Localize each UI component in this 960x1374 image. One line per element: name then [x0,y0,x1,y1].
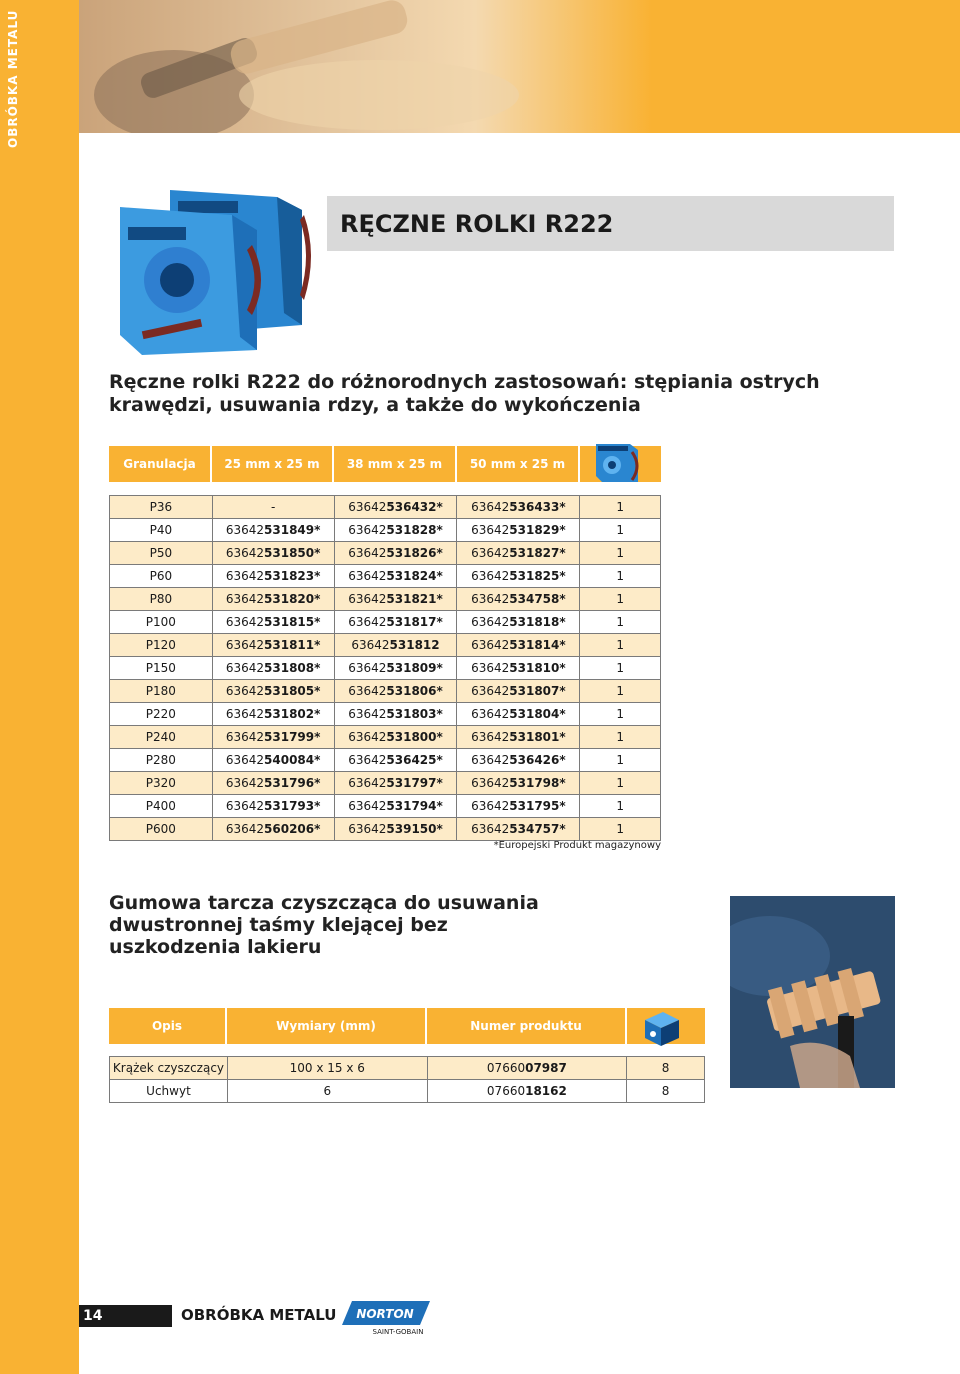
table1-body [109,495,661,841]
pack-qty-cell: 1 [580,795,661,818]
hero-photo [79,0,960,133]
product-code-cell: 63642560206* [212,818,334,841]
header-38mm: 38 mm x 25 m [334,446,457,482]
table-row [110,542,661,565]
product-code-cell: 63642531817* [334,611,457,634]
product-code-cell: 63642531804* [457,703,580,726]
table-row [110,1057,705,1080]
grit-cell: P400 [110,795,213,818]
side-strip [0,0,79,1374]
product-code-cell: 63642531802* [212,703,334,726]
product-code-cell: 63642531849* [212,519,334,542]
product-code-cell: 63642534758* [457,588,580,611]
product-code-cell: 63642531815* [212,611,334,634]
table-row [110,565,661,588]
grit-cell: P220 [110,703,213,726]
product-code-cell: 63642536432* [334,496,457,519]
svg-text:NORTON: NORTON [356,1307,414,1321]
pack-qty-cell: 1 [580,657,661,680]
grit-cell: P240 [110,726,213,749]
table-row [110,588,661,611]
product-code-cell: 63642531824* [334,565,457,588]
pack-qty-cell: 1 [580,772,661,795]
description-cell: Krążek czyszczący [110,1057,228,1080]
table-row [110,657,661,680]
product-code-cell: 63642531818* [457,611,580,634]
header-50mm: 50 mm x 25 m [457,446,580,482]
product-code-cell: - [212,496,334,519]
product-code-cell: 63642531826* [334,542,457,565]
product-code-cell: 63642534757* [457,818,580,841]
title-box [327,196,894,251]
product-code-cell: 63642531825* [457,565,580,588]
grit-cell: P60 [110,565,213,588]
table-row [110,703,661,726]
pack-qty-cell: 1 [580,542,661,565]
page-title: RĘCZNE ROLKI R222 [340,210,614,238]
product-code-cell: 63642531794* [334,795,457,818]
side-label: OBRÓBKA METALU [6,9,20,148]
product-code-cell: 63642531801* [457,726,580,749]
section-subtitle-2: Gumowa tarcza czyszcząca do usuwania dwustronnej taśmy klejącej bez uszkodzenia lakieru [109,892,539,958]
norton-logo [342,1301,430,1337]
dimensions-cell: 100 x 15 x 6 [227,1057,427,1080]
product-code-cell: 63642531820* [212,588,334,611]
product-code-cell: 63642531799* [212,726,334,749]
product-code-cell: 63642531812 [334,634,457,657]
roll-box-icon [594,442,642,484]
section-subtitle: Ręczne rolki R222 do różnorodnych zastosowań: stępiania ostrych krawędzi, usuwania rdzy, a także do wykończenia [109,371,820,416]
pack-qty-cell: 1 [580,496,661,519]
page-number-box [79,1305,172,1327]
header-numer: Numer produktu [427,1008,627,1044]
pack-qty-cell: 1 [580,818,661,841]
table-row [110,726,661,749]
product-code-cell: 63642536426* [457,749,580,772]
product-code-cell: 63642531800* [334,726,457,749]
footer-label: OBRÓBKA METALU [181,1306,337,1324]
product-code-cell: 63642531798* [457,772,580,795]
header-pack-cell-2 [627,1008,705,1044]
table-row [110,611,661,634]
product-code-cell: 63642539150* [334,818,457,841]
product-code-cell: 63642536425* [334,749,457,772]
table1-header [109,446,661,482]
page-number: 14 [83,1308,103,1324]
product-code-cell: 63642531810* [457,657,580,680]
header-wymiary: Wymiary (mm) [227,1008,427,1044]
grit-cell: P40 [110,519,213,542]
product-code-cell: 63642531793* [212,795,334,818]
grit-cell: P280 [110,749,213,772]
product-code-cell: 63642536433* [457,496,580,519]
pack-qty-cell: 1 [580,519,661,542]
pack-qty-cell: 1 [580,726,661,749]
table-row [110,749,661,772]
grit-cell: P50 [110,542,213,565]
table-row [110,1080,705,1103]
grit-cell: P150 [110,657,213,680]
pack-qty-cell: 1 [580,749,661,772]
product-code-cell: 63642531808* [212,657,334,680]
product-code-cell: 63642531805* [212,680,334,703]
product-code-cell: 63642531829* [457,519,580,542]
description-cell: Uchwyt [110,1080,228,1103]
product-code-cell: 63642531811* [212,634,334,657]
box-icon [641,1006,681,1048]
product-code-cell: 63642531827* [457,542,580,565]
grit-cell: P180 [110,680,213,703]
footnote: *Europejski Produkt magazynowy [493,840,661,851]
table-row [110,772,661,795]
product-code-cell: 63642531809* [334,657,457,680]
pack-qty-cell: 1 [580,565,661,588]
table-row [110,496,661,519]
product-number-cell: 0766007987 [427,1057,627,1080]
product-code-cell: 63642531821* [334,588,457,611]
grit-cell: P320 [110,772,213,795]
header-pack-cell [580,446,661,482]
table2-header [109,1008,705,1044]
product-code-cell: 63642531823* [212,565,334,588]
table-row [110,795,661,818]
product-code-cell: 63642540084* [212,749,334,772]
header-granulacja: Granulacja [109,446,212,482]
table-row [110,634,661,657]
header-opis: Opis [109,1008,227,1044]
product-code-cell: 63642531850* [212,542,334,565]
product-code-cell: 63642531828* [334,519,457,542]
dimensions-cell: 6 [227,1080,427,1103]
cleaning-disc-photo [730,896,895,1088]
pack-qty-cell: 1 [580,634,661,657]
grit-cell: P100 [110,611,213,634]
pack-qty-cell: 8 [627,1057,705,1080]
pack-qty-cell: 1 [580,588,661,611]
pack-qty-cell: 8 [627,1080,705,1103]
product-code-cell: 63642531796* [212,772,334,795]
pack-qty-cell: 1 [580,611,661,634]
product-code-cell: 63642531814* [457,634,580,657]
table2-body [109,1056,705,1103]
product-code-cell: 63642531807* [457,680,580,703]
header-25mm: 25 mm x 25 m [212,446,334,482]
product-number-cell: 0766018162 [427,1080,627,1103]
table-row [110,818,661,841]
table-row [110,680,661,703]
product-code-cell: 63642531803* [334,703,457,726]
grit-cell: P36 [110,496,213,519]
svg-text:SAINT-GOBAIN: SAINT-GOBAIN [372,1328,424,1336]
grit-cell: P80 [110,588,213,611]
product-box-image [112,185,327,355]
product-code-cell: 63642531797* [334,772,457,795]
grit-cell: P600 [110,818,213,841]
pack-qty-cell: 1 [580,703,661,726]
product-code-cell: 63642531795* [457,795,580,818]
product-code-cell: 63642531806* [334,680,457,703]
grit-cell: P120 [110,634,213,657]
table-row [110,519,661,542]
pack-qty-cell: 1 [580,680,661,703]
